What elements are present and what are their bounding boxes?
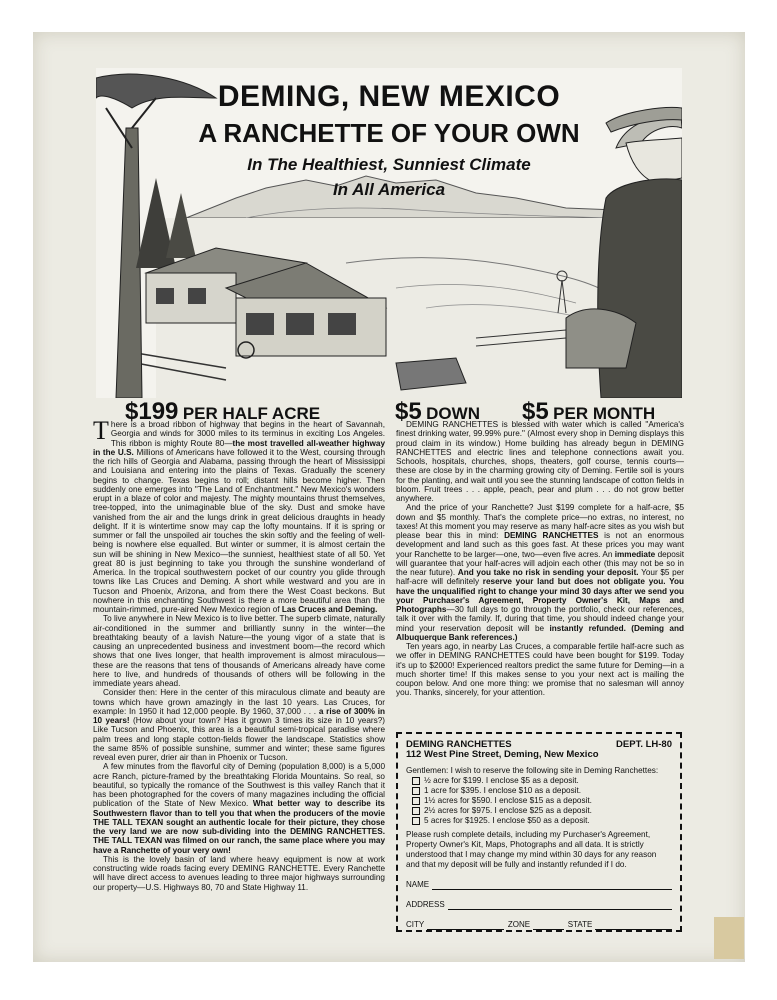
city-zone-state-field[interactable]: CITY ZONE STATE xyxy=(406,920,672,930)
coupon-option: 1 acre for $395. I enclose $10 as a deposit. xyxy=(412,786,672,796)
price-down-amount: $5 xyxy=(395,398,422,425)
checkbox[interactable] xyxy=(412,797,420,805)
price-half-acre-label: PER HALF ACRE xyxy=(182,404,321,423)
body-paragraph: DEMING RANCHETTES is blessed with water which is called "America's finest drinking water, 99.99% pure." (Almost every shop in Deming displays this proud claim in its window.) Home building has already begun in DEMING RANCHETTES and electric lines and telephone connections await you. Schools, hospitals, churches, shops, theaters, golf course, tennis courts—these are close by in the charming growing city of Deming. Fertile soil is yours for the planting, and wait until you see the stunning landscape of cotton fields in bloom. Fruit trees . . . apple, peach, pear and plum . . . do not grow better anywhere. xyxy=(396,420,684,503)
coupon-closing: Please rush complete details, including my Purchaser's Agreement, Property Owner's Kit, Maps, Photographs and all data. It is strictly understood that I may change my mind within 30 days for any reason and that my deposit will be fully and instantly refunded if I do. xyxy=(406,830,657,869)
coupon-option: 2½ acres for $975. I enclose $25 as a deposit. xyxy=(412,806,672,816)
body-column-left xyxy=(93,416,386,892)
headline-block xyxy=(96,80,682,199)
body-paragraph: Consider then: Here in the center of this miraculous climate and beauty are towns which have grown amazingly in the last 10 years. Las Cruces, for example: In 1950 it had 12,000 people. By 1960, 37,000 . . . a rise of 300% in 10 years! (How about your town? Has it grown 3 times its size in 10 years?) Like Tucson and Phoenix, this area is a beautiful semi-tropical paradise where palm trees and long staple cotton-fields flower the landscape. Statistics show the same 85% of possible sunshine, summer and winter; these same figures reveal even purer, drier air than in Phoenix or Tucson. xyxy=(93,688,385,762)
drop-cap: T xyxy=(93,416,109,445)
coupon-dept: DEPT. LH-80 xyxy=(616,739,672,750)
checkbox[interactable] xyxy=(412,787,420,795)
body-paragraph: To live anywhere in New Mexico is to live better. The superb climate, naturally air-conditioned in the summer and brilliantly sunny in the winter—the breathtaking beauty of a lavish Nature—the young vigor of a state that is causing an unprecedented business and investment boom—the record which shows that one lives longer, that health improvement is almost miraculous—these are the reasons that tens of thousands of Americans already have come here to live, and hundreds of thousands of others will be following in the immediate years ahead. xyxy=(93,614,385,688)
body-paragraph: This is the lovely basin of land where heavy equipment is now at work constructing wide roads facing every DEMING RANCHETTE. Every Ranchette will have direct access to avenues leading to three major highways surrounding our property—U.S. Highways 80, 70 and State Highway 11. xyxy=(93,854,385,892)
checkbox[interactable] xyxy=(412,777,420,785)
name-field[interactable]: NAME xyxy=(406,880,672,890)
price-down-label: DOWN xyxy=(426,404,480,423)
price-monthly-amount: $5 xyxy=(522,398,549,425)
body-paragraph: A few minutes from the flavorful city of Deming (population 8,000) is a 5,000 acre Ranch, picture-framed by the breathtaking Florida Mountains. So real, so beautiful, so typically the romance of the Southwest is this valley Ranch that it has been photographed for the covers of many magazines including the official publication of the State of New Mexico. What better way to describe its Southwestern flavor than to tell you that when the producers of the movie THE TALL TEXAN sought an authentic locale for their picture, they chose the very land we are now sub-dividing into the DEMING RANCHETTES. THE TALL TEXAN was filmed on our ranch, the same place where you may have a Ranchette of your very own! xyxy=(93,762,385,855)
checkbox[interactable] xyxy=(412,817,420,825)
headline-subtitle: A RANCHETTE OF YOUR OWN xyxy=(198,118,580,148)
headline-tagline-2: In All America xyxy=(332,180,446,199)
page-tab-mark xyxy=(714,917,744,959)
headline-title: DEMING, NEW MEXICO xyxy=(217,80,561,113)
price-half-acre-amount: $199 xyxy=(125,398,179,425)
coupon-option: ½ acre for $199. I enclose $5 as a deposit. xyxy=(412,776,672,786)
coupon-intro: Gentlemen: I wish to reserve the following site in Deming Ranchettes: xyxy=(406,766,659,775)
coupon-company: DEMING RANCHETTES xyxy=(406,739,512,750)
coupon-address: 112 West Pine Street, Deming, New Mexico xyxy=(406,749,599,760)
body-column-right xyxy=(396,420,684,698)
coupon-option: 1½ acres for $590. I enclose $15 as a deposit. xyxy=(412,796,672,806)
coupon-option: 5 acres for $1925. I enclose $50 as a deposit. xyxy=(412,816,672,826)
body-paragraph: There is a broad ribbon of highway that begins in the heart of Savannah, Georgia and winds for 3000 miles to its terminus in exciting Los Angeles. This ribbon is mighty Route 80—the most travelled all-weather highway in the U.S. Millions of Americans have followed it to the West, coursing through the rich hills of Georgia and Alabama, passing through the heart of Mississippi and Louisiana and entering into the plains of Texas. Gradually the scenery begins to change. Texas begins to roll; distant hills become higher. Then suddenly one emerges into "The Land of Enchantment." New Mexico's wonders erupt in a blaze of color and majesty. The mighty mountains thrust themselves, tree-topped, into the unimaginable blue of the sky. Dust and smoke have vanished from the air and the lungs drink in great delicious draughts in heady delight. If it is wintertime snow may cap the lofty mountains. If it is spring or summer or fall the unspoiled air touches the skin softly and the feeling of well-being is nowhere else equalled. But winter or summer, it is almost certain the sun will be shining in New Mexico—the sunniest, healthiest state of all 50. Yet great 80 is just beginning to take you through the sunshine wonderland of America. In the tropical southwestern pocket of our country you glide through towns like Las Cruces and Deming. A short while westward and you are in Tucson and Phoenix, Arizona, and from there the West Coast beckons. But nowhere in this enchanting Southwest is there a more beautiful area than the mountain-rimmed, pure-aired New Mexico region of Las Cruces and Deming. xyxy=(93,416,386,614)
body-paragraph: Ten years ago, in nearby Las Cruces, a comparable fertile half-acre such as we offer in DEMING RANCHETTES could have been bought for $199. Today it's up to $2000! Experienced realtors predict the same future for Deming—in a much shorter time! If this makes sense to you your next act is mailing the coupon below. And one more thing: we promise that no salesman will annoy you. Thanks, sincerely, for your attention. xyxy=(396,642,684,698)
address-field[interactable]: ADDRESS xyxy=(406,900,672,910)
order-coupon xyxy=(396,732,682,932)
headline-tagline-1: In The Healthiest, Sunniest Climate xyxy=(247,155,531,174)
body-paragraph: And the price of your Ranchette? Just $199 complete for a half-acre, $5 down and $5 monthly. That's the complete price—no extras, no interest, no taxes! At this moment you may reserve as many half-acre sites as you wish but please bear this in mind: DEMING RANCHETTES is not an enormous development and land such as this goes fast. At these prices you may want your Ranchette to be larger—one, two—even five acres. An immediate deposit will guarantee that your half-acres will adjoin each other (this may not be so in the near future). And you take no risk in sending your deposit. Your $5 per half-acre will definitely reserve your land but does not obligate you. You have the unqualified right to change your mind 30 days after we send you your Purchaser's Agreement, Property Owner's Kit, Maps and Photographs—30 full days to go through the portfolio, check our references, talk it over with the family. If, during that time, you should indeed change your mind your reservation deposit will be instantly refunded. (Deming and Albuquerque Bank references.) xyxy=(396,503,684,642)
checkbox[interactable] xyxy=(412,807,420,815)
price-monthly-label: PER MONTH xyxy=(553,404,656,423)
